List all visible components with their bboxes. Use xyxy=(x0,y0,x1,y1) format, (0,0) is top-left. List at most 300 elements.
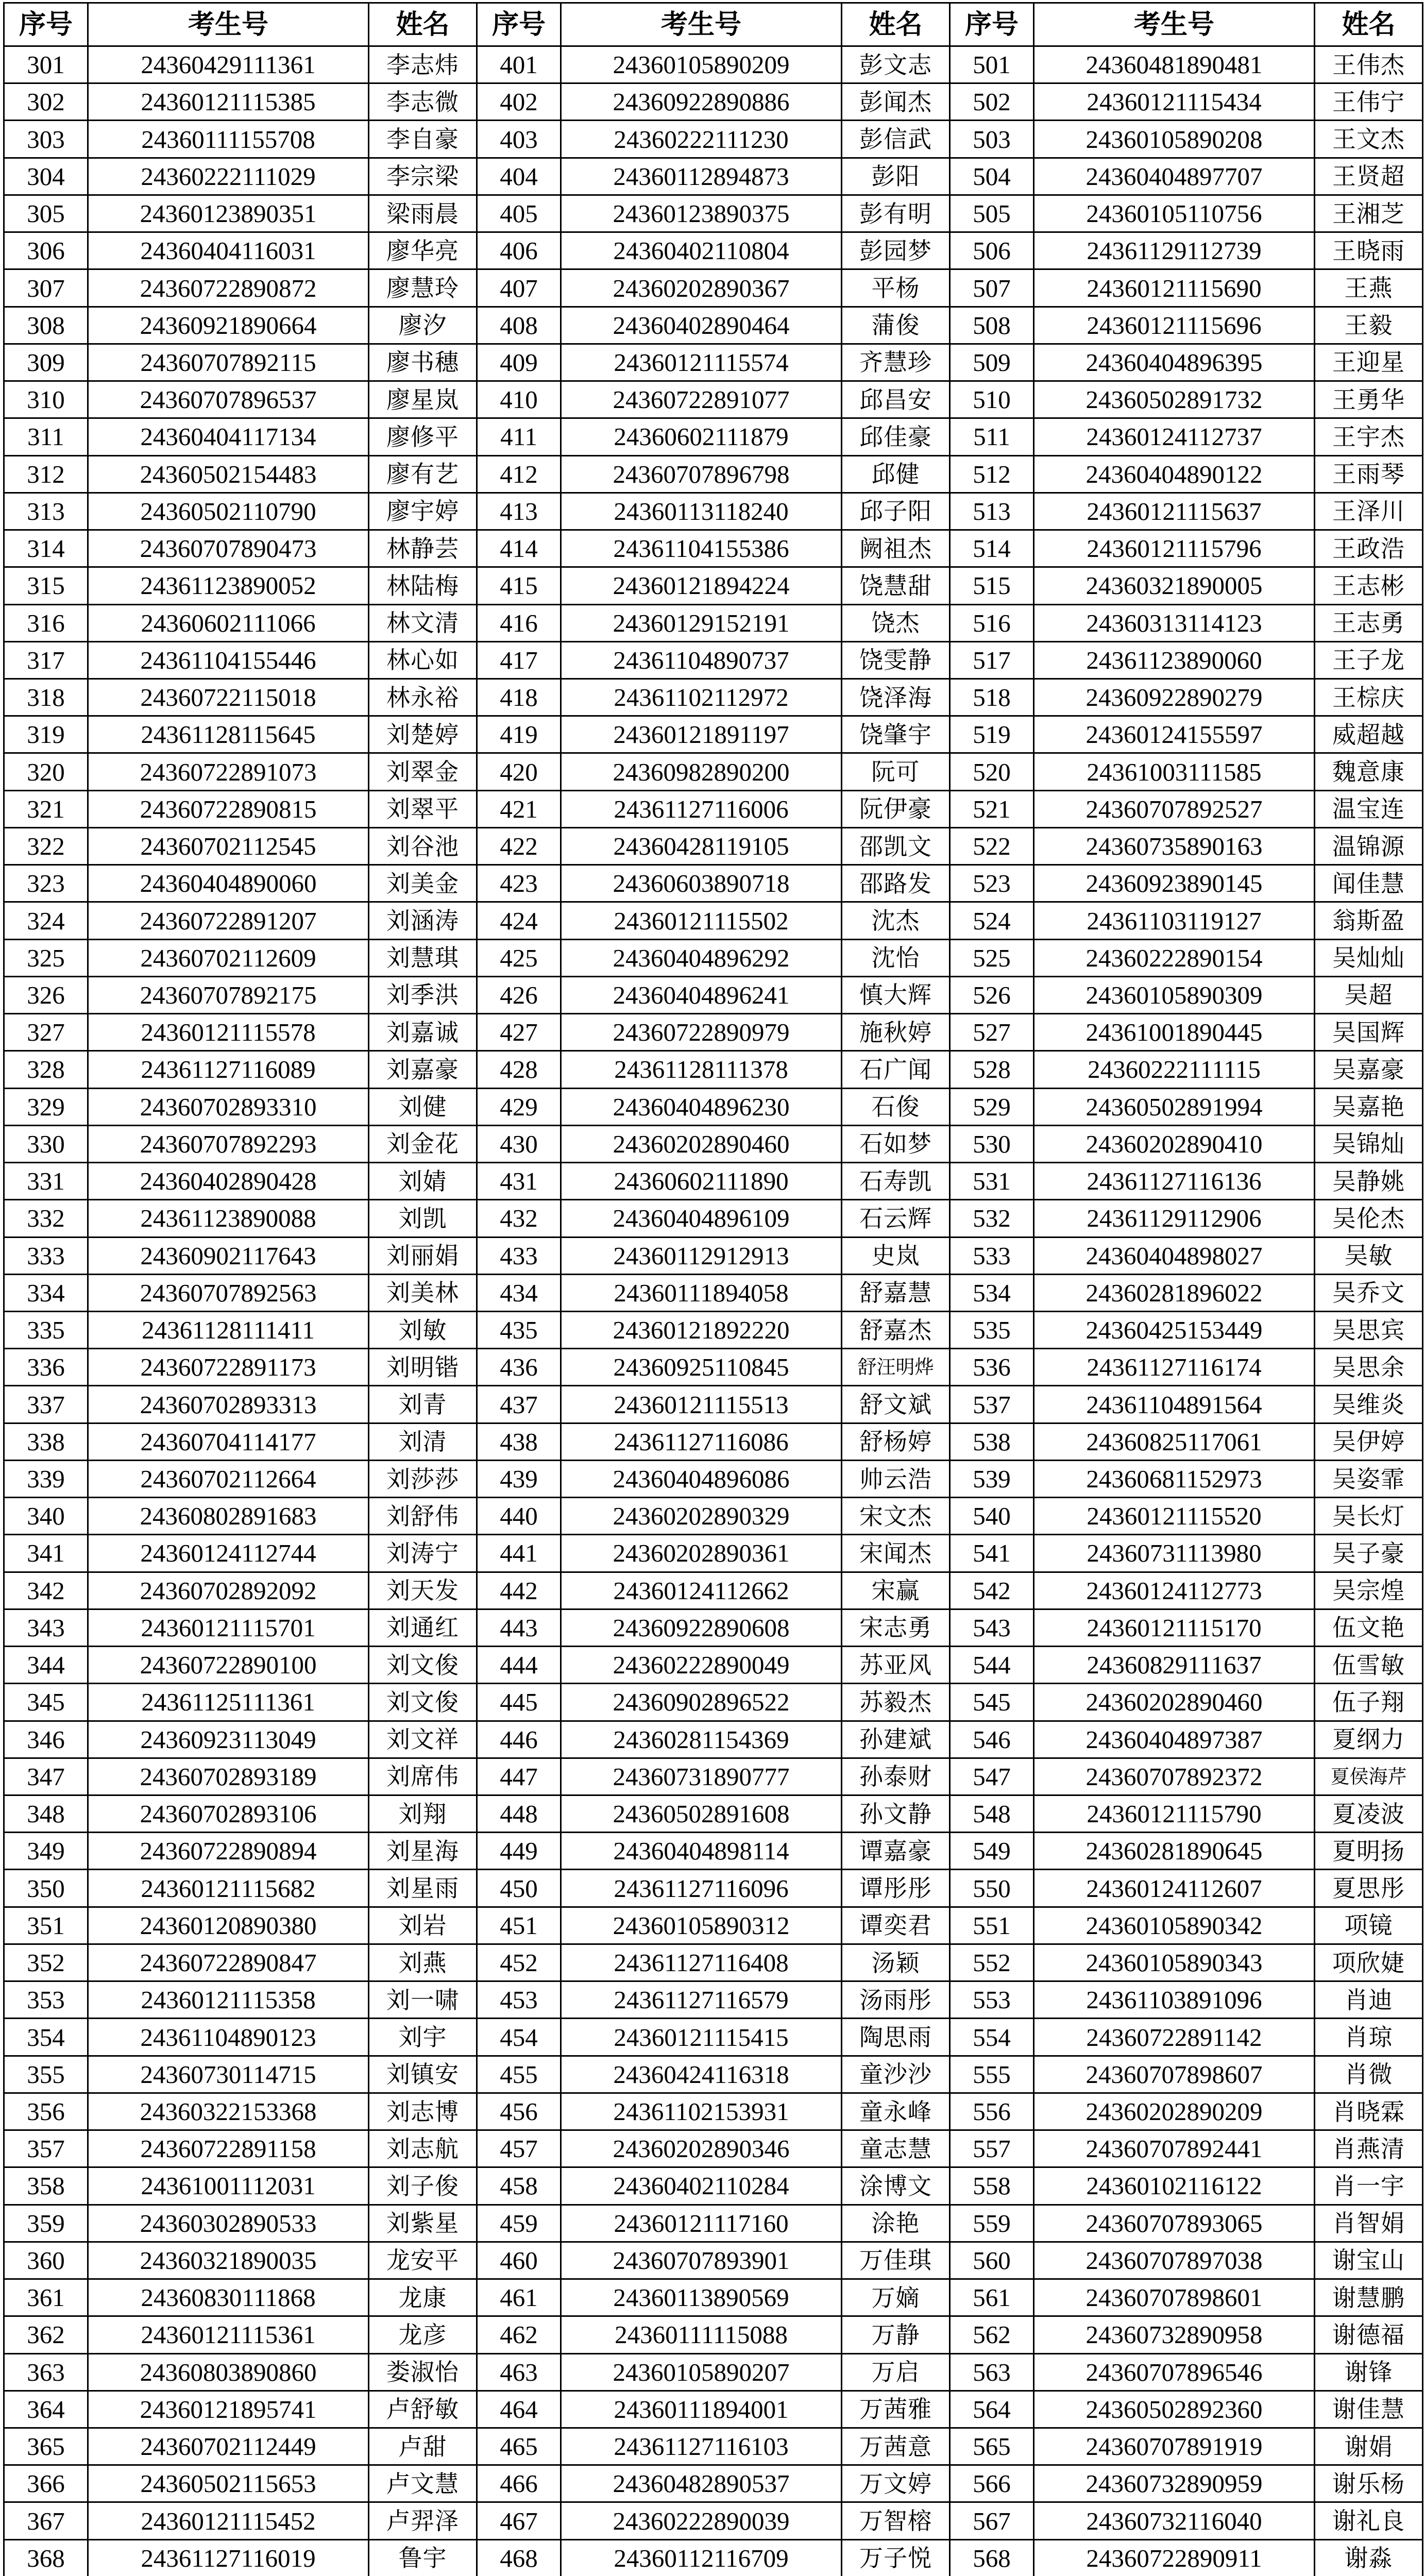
seq-cell: 541 xyxy=(950,1535,1034,1572)
student-name-cell: 刘嘉豪 xyxy=(369,1051,477,1088)
seq-cell: 419 xyxy=(477,716,561,753)
student-name-cell: 廖有艺 xyxy=(369,455,477,493)
exam-id-cell: 24360202890367 xyxy=(561,269,842,307)
seq-cell: 345 xyxy=(4,1684,88,1721)
seq-cell: 361 xyxy=(4,2279,88,2316)
seq-cell: 550 xyxy=(950,1870,1034,1907)
student-name-cell: 刘谷池 xyxy=(369,827,477,865)
table-row xyxy=(4,195,1423,232)
student-name-cell: 吴姿霏 xyxy=(1315,1460,1423,1497)
student-name-cell: 宋闻杰 xyxy=(842,1535,950,1572)
seq-cell: 515 xyxy=(950,567,1034,604)
seq-cell: 368 xyxy=(4,2539,88,2576)
exam-id-cell: 24360707892372 xyxy=(1034,1758,1315,1795)
seq-cell: 452 xyxy=(477,1944,561,1981)
exam-id-cell: 24360121115796 xyxy=(1034,530,1315,567)
seq-cell: 307 xyxy=(4,269,88,307)
exam-id-cell: 24360121115696 xyxy=(1034,307,1315,344)
seq-cell: 353 xyxy=(4,1981,88,2019)
table-row xyxy=(4,418,1423,455)
seq-cell: 414 xyxy=(477,530,561,567)
exam-id-cell: 24360922890608 xyxy=(561,1609,842,1646)
student-name-cell: 万静 xyxy=(842,2316,950,2353)
student-name-cell: 闻佳慧 xyxy=(1315,865,1423,902)
exam-id-cell: 24360111155708 xyxy=(88,121,369,158)
seq-cell: 531 xyxy=(950,1163,1034,1200)
exam-id-cell: 24360707892441 xyxy=(1034,2130,1315,2167)
exam-id-cell: 24360112116709 xyxy=(561,2539,842,2576)
seq-cell: 341 xyxy=(4,1535,88,1572)
header-seq: 序号 xyxy=(4,3,88,46)
header-exam-id: 考生号 xyxy=(88,3,369,46)
seq-cell: 447 xyxy=(477,1758,561,1795)
header-exam-id: 考生号 xyxy=(561,3,842,46)
student-name-cell: 刘宇 xyxy=(369,2019,477,2056)
exam-id-cell: 24360923113049 xyxy=(88,1721,369,1758)
table-row xyxy=(4,2502,1423,2539)
exam-id-cell: 24360121115574 xyxy=(561,344,842,381)
seq-cell: 405 xyxy=(477,195,561,232)
seq-cell: 540 xyxy=(950,1498,1034,1535)
exam-id-cell: 24360112894873 xyxy=(561,158,842,195)
header-name: 姓名 xyxy=(842,3,950,46)
student-name-cell: 阙祖杰 xyxy=(842,530,950,567)
seq-cell: 348 xyxy=(4,1795,88,1833)
seq-cell: 344 xyxy=(4,1647,88,1684)
seq-cell: 552 xyxy=(950,1944,1034,1981)
exam-id-cell: 24360121115452 xyxy=(88,2502,369,2539)
seq-cell: 501 xyxy=(950,46,1034,83)
student-name-cell: 刘健 xyxy=(369,1088,477,1125)
table-row xyxy=(4,2316,1423,2353)
exam-id-cell: 24360802891683 xyxy=(88,1498,369,1535)
seq-cell: 415 xyxy=(477,567,561,604)
exam-id-cell: 24360707892527 xyxy=(1034,790,1315,827)
exam-id-cell: 24360707898601 xyxy=(1034,2279,1315,2316)
student-name-cell: 邵路发 xyxy=(842,865,950,902)
seq-cell: 401 xyxy=(477,46,561,83)
exam-id-cell: 24360830111868 xyxy=(88,2279,369,2316)
table-row xyxy=(4,1647,1423,1684)
exam-id-cell: 24360707892175 xyxy=(88,976,369,1013)
student-name-cell: 鲁宇 xyxy=(369,2539,477,2576)
seq-cell: 508 xyxy=(950,307,1034,344)
student-name-cell: 伍雪敏 xyxy=(1315,1647,1423,1684)
table-row xyxy=(4,2391,1423,2428)
student-name-cell: 林永裕 xyxy=(369,679,477,716)
student-name-cell: 万佳琪 xyxy=(842,2242,950,2279)
seq-cell: 316 xyxy=(4,604,88,641)
student-name-cell: 伍子翔 xyxy=(1315,1684,1423,1721)
exam-id-cell: 24360602111890 xyxy=(561,1163,842,1200)
student-name-cell: 石俊 xyxy=(842,1088,950,1125)
student-name-cell: 刘翔 xyxy=(369,1795,477,1833)
table-row xyxy=(4,530,1423,567)
exam-id-cell: 24360429111361 xyxy=(88,46,369,83)
student-name-cell: 李志炜 xyxy=(369,46,477,83)
student-name-cell: 谭彤彤 xyxy=(842,1870,950,1907)
seq-cell: 438 xyxy=(477,1423,561,1460)
student-name-cell: 娄淑怡 xyxy=(369,2353,477,2391)
table-row xyxy=(4,232,1423,269)
seq-cell: 315 xyxy=(4,567,88,604)
seq-cell: 459 xyxy=(477,2205,561,2242)
seq-cell: 564 xyxy=(950,2391,1034,2428)
table-row xyxy=(4,2539,1423,2576)
seq-cell: 406 xyxy=(477,232,561,269)
seq-cell: 346 xyxy=(4,1721,88,1758)
exam-id-cell: 24360404896086 xyxy=(561,1460,842,1497)
seq-cell: 560 xyxy=(950,2242,1034,2279)
student-name-cell: 王伟杰 xyxy=(1315,46,1423,83)
seq-cell: 549 xyxy=(950,1833,1034,1870)
student-name-cell: 邱子阳 xyxy=(842,493,950,530)
seq-cell: 545 xyxy=(950,1684,1034,1721)
exam-id-cell: 24361127116096 xyxy=(561,1870,842,1907)
exam-id-cell: 24360222111230 xyxy=(561,121,842,158)
student-name-cell: 舒嘉慧 xyxy=(842,1274,950,1311)
student-name-cell: 谭奕君 xyxy=(842,1907,950,1944)
exam-id-cell: 24360702112664 xyxy=(88,1460,369,1497)
student-name-cell: 王志彬 xyxy=(1315,567,1423,604)
student-name-cell: 王政浩 xyxy=(1315,530,1423,567)
seq-cell: 433 xyxy=(477,1237,561,1274)
student-name-cell: 刘子俊 xyxy=(369,2167,477,2205)
exam-id-cell: 24360202890410 xyxy=(1034,1125,1315,1162)
exam-id-cell: 24360105890209 xyxy=(561,46,842,83)
student-name-cell: 王棕庆 xyxy=(1315,679,1423,716)
student-name-cell: 刘文俊 xyxy=(369,1647,477,1684)
student-name-cell: 李自豪 xyxy=(369,121,477,158)
student-name-cell: 刘季洪 xyxy=(369,976,477,1013)
seq-cell: 322 xyxy=(4,827,88,865)
table-row xyxy=(4,976,1423,1013)
table-row xyxy=(4,753,1423,790)
seq-cell: 328 xyxy=(4,1051,88,1088)
student-name-cell: 吴伦杰 xyxy=(1315,1200,1423,1237)
exam-id-cell: 24360222890039 xyxy=(561,2502,842,2539)
seq-cell: 506 xyxy=(950,232,1034,269)
table-row xyxy=(4,1498,1423,1535)
seq-cell: 536 xyxy=(950,1349,1034,1386)
seq-cell: 420 xyxy=(477,753,561,790)
table-row xyxy=(4,939,1423,976)
student-name-cell: 刘嘉诚 xyxy=(369,1014,477,1051)
seq-cell: 566 xyxy=(950,2465,1034,2502)
seq-cell: 423 xyxy=(477,865,561,902)
student-name-cell: 刘一啸 xyxy=(369,1981,477,2019)
student-name-cell: 蒲俊 xyxy=(842,307,950,344)
student-name-cell: 王勇华 xyxy=(1315,381,1423,418)
exam-id-cell: 24360124112662 xyxy=(561,1572,842,1609)
exam-id-cell: 24360121115520 xyxy=(1034,1498,1315,1535)
seq-cell: 538 xyxy=(950,1423,1034,1460)
exam-id-cell: 24360222111115 xyxy=(1034,1051,1315,1088)
seq-cell: 544 xyxy=(950,1647,1034,1684)
student-name-cell: 舒杨婷 xyxy=(842,1423,950,1460)
student-name-cell: 谢娟 xyxy=(1315,2428,1423,2465)
seq-cell: 308 xyxy=(4,307,88,344)
student-name-cell: 卢文慧 xyxy=(369,2465,477,2502)
student-name-cell: 童沙沙 xyxy=(842,2056,950,2093)
exam-id-cell: 24360502892360 xyxy=(1034,2391,1315,2428)
student-name-cell: 刘席伟 xyxy=(369,1758,477,1795)
exam-id-cell: 24361127116006 xyxy=(561,790,842,827)
student-name-cell: 刘楚婷 xyxy=(369,716,477,753)
student-name-cell: 龙彦 xyxy=(369,2316,477,2353)
seq-cell: 458 xyxy=(477,2167,561,2205)
student-name-cell: 卢甜 xyxy=(369,2428,477,2465)
student-name-cell: 吴维炎 xyxy=(1315,1386,1423,1423)
seq-cell: 519 xyxy=(950,716,1034,753)
seq-cell: 461 xyxy=(477,2279,561,2316)
exam-id-cell: 24360404116031 xyxy=(88,232,369,269)
seq-cell: 511 xyxy=(950,418,1034,455)
table-row xyxy=(4,1535,1423,1572)
seq-cell: 454 xyxy=(477,2019,561,2056)
exam-id-cell: 24360121895741 xyxy=(88,2391,369,2428)
seq-cell: 521 xyxy=(950,790,1034,827)
table-row xyxy=(4,1423,1423,1460)
seq-cell: 528 xyxy=(950,1051,1034,1088)
exam-id-cell: 24360202890329 xyxy=(561,1498,842,1535)
header-seq: 序号 xyxy=(477,3,561,46)
exam-id-cell: 24360202890361 xyxy=(561,1535,842,1572)
admission-roster-table xyxy=(3,2,1423,2576)
student-name-cell: 王贤超 xyxy=(1315,158,1423,195)
student-name-cell: 彭有明 xyxy=(842,195,950,232)
seq-cell: 359 xyxy=(4,2205,88,2242)
table-row xyxy=(4,269,1423,307)
exam-id-cell: 24360502891608 xyxy=(561,1795,842,1833)
student-name-cell: 龙康 xyxy=(369,2279,477,2316)
seq-cell: 530 xyxy=(950,1125,1034,1162)
table-row xyxy=(4,679,1423,716)
student-name-cell: 廖华亮 xyxy=(369,232,477,269)
exam-id-cell: 24360902896522 xyxy=(561,1684,842,1721)
student-name-cell: 梁雨晨 xyxy=(369,195,477,232)
exam-id-cell: 24360681152973 xyxy=(1034,1460,1315,1497)
student-name-cell: 彭阳 xyxy=(842,158,950,195)
table-row xyxy=(4,641,1423,679)
student-name-cell: 万子悦 xyxy=(842,2539,950,2576)
seq-cell: 436 xyxy=(477,1349,561,1386)
student-name-cell: 刘凯 xyxy=(369,1200,477,1237)
exam-id-cell: 24360121115502 xyxy=(561,902,842,939)
student-name-cell: 石如梦 xyxy=(842,1125,950,1162)
seq-cell: 542 xyxy=(950,1572,1034,1609)
exam-id-cell: 24360707893901 xyxy=(561,2242,842,2279)
student-name-cell: 肖琼 xyxy=(1315,2019,1423,2056)
seq-cell: 466 xyxy=(477,2465,561,2502)
exam-id-cell: 24360105890312 xyxy=(561,1907,842,1944)
seq-cell: 357 xyxy=(4,2130,88,2167)
seq-cell: 568 xyxy=(950,2539,1034,2576)
seq-cell: 450 xyxy=(477,1870,561,1907)
student-name-cell: 王志勇 xyxy=(1315,604,1423,641)
table-row xyxy=(4,46,1423,83)
exam-id-cell: 24360121115385 xyxy=(88,83,369,121)
exam-id-cell: 24360704114177 xyxy=(88,1423,369,1460)
exam-id-cell: 24361104155446 xyxy=(88,641,369,679)
exam-id-cell: 24360722890979 xyxy=(561,1014,842,1051)
student-name-cell: 饶泽海 xyxy=(842,679,950,716)
exam-id-cell: 24360829111637 xyxy=(1034,1647,1315,1684)
student-name-cell: 苏亚风 xyxy=(842,1647,950,1684)
student-name-cell: 王泽川 xyxy=(1315,493,1423,530)
student-name-cell: 王燕 xyxy=(1315,269,1423,307)
student-name-cell: 刘燕 xyxy=(369,1944,477,1981)
exam-id-cell: 24360404896292 xyxy=(561,939,842,976)
exam-id-cell: 24361129112739 xyxy=(1034,232,1315,269)
seq-cell: 468 xyxy=(477,2539,561,2576)
seq-cell: 424 xyxy=(477,902,561,939)
student-name-cell: 涂艳 xyxy=(842,2205,950,2242)
student-name-cell: 肖智娟 xyxy=(1315,2205,1423,2242)
exam-id-cell: 24360124112737 xyxy=(1034,418,1315,455)
student-name-cell: 吴锦灿 xyxy=(1315,1125,1423,1162)
exam-id-cell: 24360112912913 xyxy=(561,1237,842,1274)
exam-id-cell: 24360707891919 xyxy=(1034,2428,1315,2465)
student-name-cell: 温宝连 xyxy=(1315,790,1423,827)
table-row xyxy=(4,2242,1423,2279)
exam-id-cell: 24360124112773 xyxy=(1034,1572,1315,1609)
student-name-cell: 吴嘉艳 xyxy=(1315,1088,1423,1125)
student-name-cell: 吴嘉豪 xyxy=(1315,1051,1423,1088)
student-name-cell: 谭嘉豪 xyxy=(842,1833,950,1870)
seq-cell: 529 xyxy=(950,1088,1034,1125)
student-name-cell: 石寿凯 xyxy=(842,1163,950,1200)
student-name-cell: 刘翠平 xyxy=(369,790,477,827)
student-name-cell: 平杨 xyxy=(842,269,950,307)
seq-cell: 429 xyxy=(477,1088,561,1125)
seq-cell: 533 xyxy=(950,1237,1034,1274)
table-row xyxy=(4,1274,1423,1311)
seq-cell: 437 xyxy=(477,1386,561,1423)
table-row xyxy=(4,1200,1423,1237)
student-name-cell: 齐慧珍 xyxy=(842,344,950,381)
seq-cell: 320 xyxy=(4,753,88,790)
exam-id-cell: 24360123890351 xyxy=(88,195,369,232)
seq-cell: 442 xyxy=(477,1572,561,1609)
header-name: 姓名 xyxy=(369,3,477,46)
table-row xyxy=(4,2056,1423,2093)
exam-id-cell: 24360702893310 xyxy=(88,1088,369,1125)
seq-cell: 352 xyxy=(4,1944,88,1981)
exam-id-cell: 24361123890052 xyxy=(88,567,369,604)
student-name-cell: 饶杰 xyxy=(842,604,950,641)
exam-id-cell: 24360702893106 xyxy=(88,1795,369,1833)
exam-id-cell: 24361127116408 xyxy=(561,1944,842,1981)
student-name-cell: 邱佳豪 xyxy=(842,418,950,455)
student-name-cell: 吴乔文 xyxy=(1315,1274,1423,1311)
exam-id-cell: 24361003111585 xyxy=(1034,753,1315,790)
student-name-cell: 廖宇婷 xyxy=(369,493,477,530)
exam-id-cell: 24360482890537 xyxy=(561,2465,842,2502)
student-name-cell: 刘青 xyxy=(369,1386,477,1423)
seq-cell: 418 xyxy=(477,679,561,716)
student-name-cell: 林陆梅 xyxy=(369,567,477,604)
exam-id-cell: 24360707892563 xyxy=(88,1274,369,1311)
student-name-cell: 李志微 xyxy=(369,83,477,121)
student-name-cell: 卢舒敏 xyxy=(369,2391,477,2428)
student-name-cell: 刘美林 xyxy=(369,1274,477,1311)
table-row xyxy=(4,1684,1423,1721)
table-row xyxy=(4,1833,1423,1870)
exam-id-cell: 24360105890207 xyxy=(561,2353,842,2391)
exam-id-cell: 24361104890123 xyxy=(88,2019,369,2056)
student-name-cell: 舒文斌 xyxy=(842,1386,950,1423)
exam-id-cell: 24361127116019 xyxy=(88,2539,369,2576)
seq-cell: 445 xyxy=(477,1684,561,1721)
exam-id-cell: 24360702893189 xyxy=(88,1758,369,1795)
seq-cell: 520 xyxy=(950,753,1034,790)
student-name-cell: 谢慧鹏 xyxy=(1315,2279,1423,2316)
exam-id-cell: 24360321890005 xyxy=(1034,567,1315,604)
seq-cell: 339 xyxy=(4,1460,88,1497)
exam-id-cell: 24360105890208 xyxy=(1034,121,1315,158)
exam-id-cell: 24360722891158 xyxy=(88,2130,369,2167)
exam-id-cell: 24360803890860 xyxy=(88,2353,369,2391)
seq-cell: 417 xyxy=(477,641,561,679)
student-name-cell: 夏侯海芹 xyxy=(1315,1758,1423,1795)
student-name-cell: 廖汐 xyxy=(369,307,477,344)
exam-id-cell: 24360113118240 xyxy=(561,493,842,530)
student-name-cell: 夏纲力 xyxy=(1315,1721,1423,1758)
student-name-cell: 王晓雨 xyxy=(1315,232,1423,269)
student-name-cell: 伍文艳 xyxy=(1315,1609,1423,1646)
seq-cell: 513 xyxy=(950,493,1034,530)
exam-id-cell: 24360730114715 xyxy=(88,2056,369,2093)
seq-cell: 563 xyxy=(950,2353,1034,2391)
seq-cell: 311 xyxy=(4,418,88,455)
seq-cell: 502 xyxy=(950,83,1034,121)
exam-id-cell: 24361127116103 xyxy=(561,2428,842,2465)
student-name-cell: 慎大辉 xyxy=(842,976,950,1013)
student-name-cell: 阮伊豪 xyxy=(842,790,950,827)
seq-cell: 338 xyxy=(4,1423,88,1460)
student-name-cell: 刘志航 xyxy=(369,2130,477,2167)
seq-cell: 330 xyxy=(4,1125,88,1162)
exam-id-cell: 24360722890894 xyxy=(88,1833,369,1870)
seq-cell: 553 xyxy=(950,1981,1034,2019)
seq-cell: 532 xyxy=(950,1200,1034,1237)
student-name-cell: 林文清 xyxy=(369,604,477,641)
table-row xyxy=(4,2465,1423,2502)
student-name-cell: 王毅 xyxy=(1315,307,1423,344)
student-name-cell: 刘舒伟 xyxy=(369,1498,477,1535)
student-name-cell: 林心如 xyxy=(369,641,477,679)
student-name-cell: 谢礼良 xyxy=(1315,2502,1423,2539)
exam-id-cell: 24360722115018 xyxy=(88,679,369,716)
exam-id-cell: 24360702892092 xyxy=(88,1572,369,1609)
exam-id-cell: 24360222890049 xyxy=(561,1647,842,1684)
table-row xyxy=(4,1907,1423,1944)
exam-id-cell: 24360113890569 xyxy=(561,2279,842,2316)
exam-id-cell: 24360731113980 xyxy=(1034,1535,1315,1572)
seq-cell: 525 xyxy=(950,939,1034,976)
student-name-cell: 饶肇宇 xyxy=(842,716,950,753)
exam-id-cell: 24361123890060 xyxy=(1034,641,1315,679)
seq-cell: 534 xyxy=(950,1274,1034,1311)
student-name-cell: 谢佳慧 xyxy=(1315,2391,1423,2428)
seq-cell: 356 xyxy=(4,2093,88,2130)
exam-id-cell: 24360424116318 xyxy=(561,2056,842,2093)
seq-cell: 306 xyxy=(4,232,88,269)
student-name-cell: 王文杰 xyxy=(1315,121,1423,158)
exam-id-cell: 24360404890060 xyxy=(88,865,369,902)
exam-id-cell: 24360722890815 xyxy=(88,790,369,827)
